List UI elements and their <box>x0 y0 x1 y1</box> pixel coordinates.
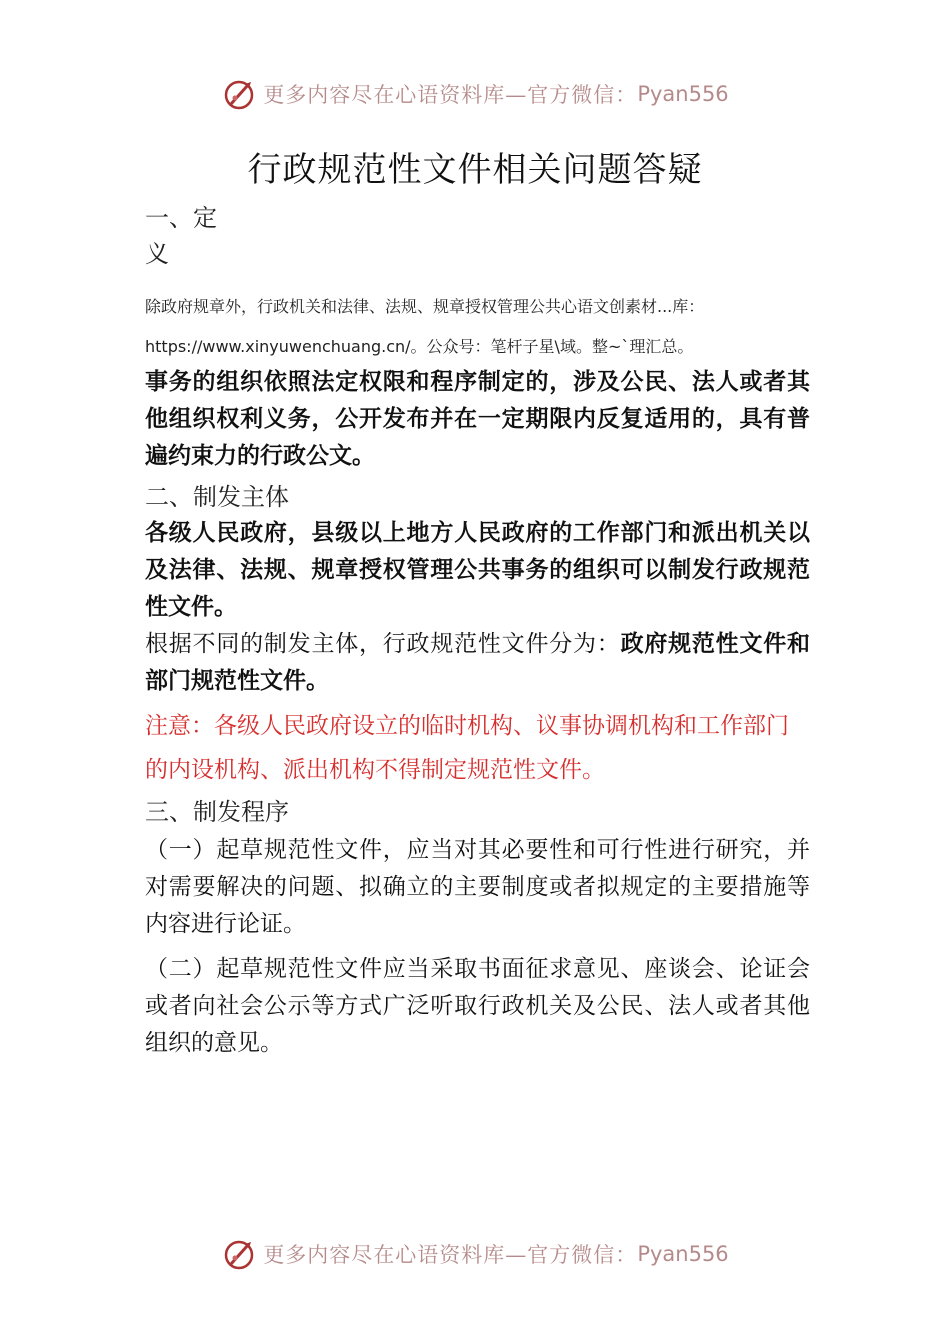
page-title: 行政规范性文件相关问题答疑 <box>247 150 703 190</box>
pen-logo-icon <box>221 1236 257 1272</box>
banner-wechat-id: Pyan556 <box>637 1242 729 1266</box>
section3-item1: （一）起草规范性文件，应当对其必要性和可行性进行研究，并对需要解决的问题、拟确立的主要制度或者拟规定的主要措施等内容进行论证。 <box>145 837 810 937</box>
section2-body1: 各级人民政府，县级以上地方人民政府的工作部门和派出机关以及法律、法规、规章授权管理公共事务的组织可以制发行政规范性文件。 <box>145 520 810 620</box>
section3-heading: 三、制发程序 <box>145 798 289 826</box>
banner-text: 更多内容尽在心语资料库—官方微信： <box>263 83 638 107</box>
banner-wechat-id: Pyan556 <box>637 82 729 106</box>
section3-item2: （二）起草规范性文件应当采取书面征求意见、座谈会、论证会或者向社会公示等方式广泛听取行政机关及公民、法人或者其他组织的意见。 <box>145 956 810 1056</box>
footer-banner <box>0 1232 950 1276</box>
document-body <box>145 200 810 1062</box>
section1-note-line2: https://www.xinyuwenchuang.cn/。公众号：笔杆子星\域。整~`理汇总。 <box>145 337 694 356</box>
banner-text: 更多内容尽在心语资料库—官方微信： <box>263 1243 638 1267</box>
pen-logo-icon <box>221 76 257 112</box>
header-banner <box>0 72 950 116</box>
section1-note-line1: 除政府规章外，行政机关和法律、法规、规章授权管理公共心语文创素材...库： <box>145 297 705 316</box>
section1-body: 事务的组织依照法定权限和程序制定的，涉及公民、法人或者其他组织权利义务，公开发布并在一定期限内反复适用的，具有普遍约束力的行政公文。 <box>145 369 810 469</box>
section1-heading: 一、定义 <box>145 204 217 268</box>
section2-body2: 根据不同的制发主体，行政规范性文件分为：政府规范性文件和部门规范性文件。 <box>145 631 811 694</box>
section2-warning-note: 注意：各级人民政府设立的临时机构、议事协调机构和工作部门的内设机构、派出机构不得制定规范性文件。 <box>145 713 789 783</box>
section2-heading: 二、制发主体 <box>145 483 289 511</box>
